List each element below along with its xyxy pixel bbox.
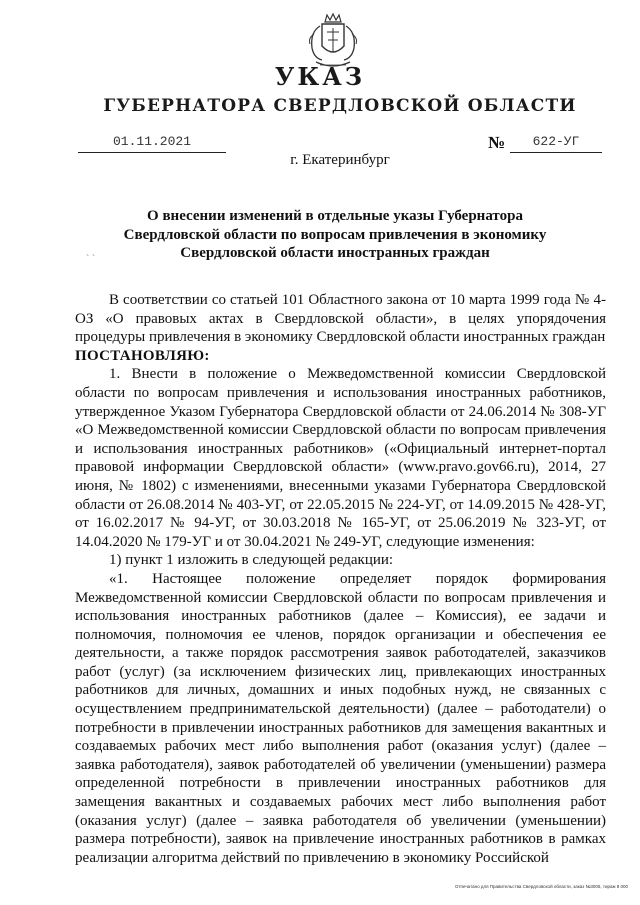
decree-body	[75, 291, 606, 867]
heading-line: О внесении изменений в отдельные указы Губернатора	[147, 208, 523, 224]
decree-heading	[80, 207, 590, 263]
decree-keyword: ПОСТАНОВЛЯЮ:	[75, 347, 210, 364]
subitem-1-paragraph: 1) пункт 1 изложить в следующей редакции:	[109, 552, 394, 569]
preamble-paragraph: В соответствии со статьей 101 Областного закона от 10 марта 1999 года № 4-ОЗ «О правовых актах в Свердловской области», в целях упорядочения процедуры привлечения в экономику Свердловской области иностранных граждан	[75, 292, 606, 346]
heading-line: Свердловской области иностранных граждан	[180, 245, 490, 261]
quoted-provision-paragraph: «1. Настоящее положение определяет порядок формирования Межведомственной комиссии Свердловской области по вопросам привлечения и использования иностранных работников (далее – Комиссия), ее задачи и полномочия, полномочия ее членов, порядок организации и обеспечения ее деятельности, а также порядок рассмотрения заявок работодателей, заказчиков работ (услуг) (за исключением физических лиц, привлекающих иностранных работников для личных, домашних и иных подобных нужд, не связанных с осуществлением предпринимательской деятельности) (далее – работодатели) о потребности в привлечении иностранных работников для замещения вакантных и создаваемых рабочих мест либо выполнения работ (оказания услуг) (далее – заявка работодателя), заявок работодателей об увеличении (уменьшении) размера определенной потребности в привлечении иностранных работников для замещения вакантных и создаваемых рабочих мест либо выполнения работ (оказания услуг) (далее – заявка работодателя об увеличении (уменьшении) размера потребности), заявок на привлечение иностранных работников в рамках реализации алгоритма действий по привлечению в экономику Российской	[75, 570, 606, 866]
item-1-paragraph: 1. Внести в положение о Межведомственной комиссии Свердловской области по вопросам привлечения и использования иностранных работников, утвержденное Указом Губернатора Свердловской области от 24.06.2014 № 308-УГ «О Межведомственной комиссии Свердловской области по вопросам привлечения и использования иностранных работников» («Официальный интернет-портал правовой информации Свердловской области» (www.pravo.gov66.ru), 2014, 27 июня, № 1802) с изменениями, внесенными указами Губернатора Свердловской области от 26.08.2014 № 403-УГ, от 22.05.2015 № 224-УГ, от 14.09.2015 № 428-УГ, от 16.02.2017 № 94-УГ, от 30.03.2018 № 165-УГ, от 25.06.2019 № 323-УГ, от 14.04.2020 № 179-УГ и от 30.04.2021 № 249-УГ, следующие изменения:	[75, 366, 606, 550]
decree-date: 01.11.2021	[78, 134, 226, 153]
heading-line: Свердловской области по вопросам привлечения в экономику	[123, 226, 547, 243]
issue-city: г. Екатеринбург	[290, 152, 390, 168]
decree-number: 622-УГ	[510, 134, 602, 153]
document-type-title: УКАЗ	[274, 62, 366, 91]
issuer-subtitle: ГУБЕРНАТОРА СВЕРДЛОВСКОЙ ОБЛАСТИ	[103, 96, 577, 116]
print-footer-note: Отпечатано для Правительства Свердловской области, заказ №3005, тираж 8 000	[454, 884, 628, 889]
number-sign: №	[488, 133, 506, 152]
scan-specks: ` `	[86, 254, 96, 265]
